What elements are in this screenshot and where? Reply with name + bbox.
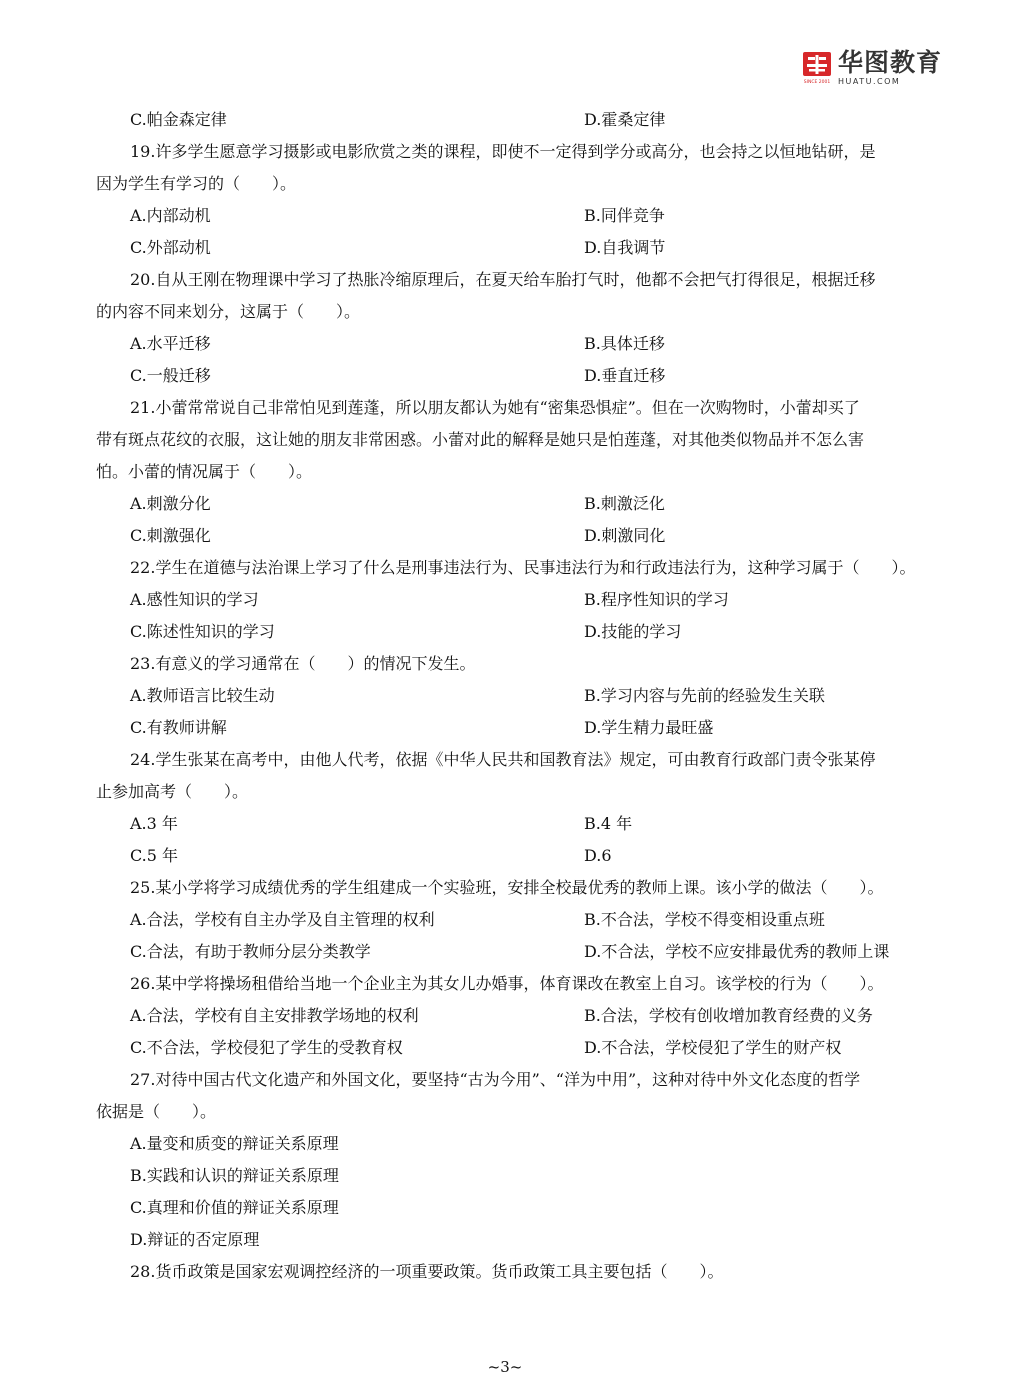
q18-options-cd [96, 104, 946, 136]
q20-options-ab [96, 328, 946, 360]
q27-option-b: B.实践和认识的辩证关系原理 [130, 1166, 339, 1185]
q21-option-c: C.刺激强化 [130, 526, 211, 545]
q24-option-c: C.5 年 [130, 846, 179, 865]
q25-option-a: A.合法，学校有自主办学及自主管理的权利 [130, 910, 435, 929]
huatu-logo-mark-icon [802, 50, 832, 86]
q23-option-b: B.学习内容与先前的经验发生关联 [584, 686, 825, 705]
q26-option-b: B.合法，学校有创收增加教育经费的义务 [584, 1006, 873, 1025]
q19-stem-line2: 因为学生有学习的（ ）。 [96, 174, 297, 193]
q25-stem-line1: 25.某小学将学习成绩优秀的学生组建成一个实验班，安排全校最优秀的教师上课。该小学的做法（ ）。 [130, 878, 884, 897]
q26-options-cd [96, 1032, 946, 1064]
q24-option-d: D.6 [584, 846, 612, 865]
q19-options-ab [96, 200, 946, 232]
q25-options-cd [96, 936, 946, 968]
q24-option-b: B.4 年 [584, 814, 633, 833]
q21-options-ab [96, 488, 946, 520]
q24-option-a: A.3 年 [130, 814, 178, 833]
q21-option-a: A.刺激分化 [130, 494, 211, 513]
q26-option-d: D.不合法，学校侵犯了学生的财产权 [584, 1038, 842, 1057]
page-number: ~3~ [487, 1358, 523, 1376]
q20-option-a: A.水平迁移 [130, 334, 211, 353]
q19-options-cd [96, 232, 946, 264]
q25-option-b: B.不合法，学校不得变相设重点班 [584, 910, 825, 929]
q24-options-ab [96, 808, 946, 840]
logo-english-name: HUATU.COM [838, 77, 901, 86]
q27-option-d: D.辩证的否定原理 [130, 1230, 260, 1249]
q22-options-cd [96, 616, 946, 648]
q19-option-d: D.自我调节 [584, 238, 666, 257]
q22-option-a: A.感性知识的学习 [130, 590, 259, 609]
q20-option-c: C.一般迁移 [130, 366, 211, 385]
q21-option-b: B.刺激泛化 [584, 494, 665, 513]
q22-options-ab [96, 584, 946, 616]
q22-option-c: C.陈述性知识的学习 [130, 622, 275, 641]
q25-option-c: C.合法，有助于教师分层分类教学 [130, 942, 371, 961]
q21-options-cd [96, 520, 946, 552]
q20-option-d: D.垂直迁移 [584, 366, 666, 385]
q19-option-b: B.同伴竞争 [584, 206, 665, 225]
q23-option-c: C.有教师讲解 [130, 718, 227, 737]
q25-option-d: D.不合法，学校不应安排最优秀的教师上课 [584, 942, 890, 961]
q22-option-d: D.技能的学习 [584, 622, 682, 641]
q26-option-a: A.合法，学校有自主安排教学场地的权利 [130, 1006, 419, 1025]
q23-stem-line1: 23.有意义的学习通常在（ ）的情况下发生。 [130, 654, 476, 673]
q22-option-b: B.程序性知识的学习 [584, 590, 729, 609]
q18-option-c: C.帕金森定律 [130, 110, 227, 129]
q26-option-c: C.不合法，学校侵犯了学生的受教育权 [130, 1038, 403, 1057]
q21-stem-line1: 21.小蕾常常说自己非常怕见到莲蓬，所以朋友都认为她有“密集恐惧症”。但在一次购物时，小蕾却买了 [130, 398, 860, 417]
q19-option-a: A.内部动机 [130, 206, 211, 225]
q20-stem-line2: 的内容不同来划分，这属于（ ）。 [96, 302, 361, 321]
q24-options-cd [96, 840, 946, 872]
q20-stem-line1: 20.自从王刚在物理课中学习了热胀冷缩原理后，在夏天给车胎打气时，他都不会把气打得很足，根据迁移 [130, 270, 876, 289]
q18-option-d: D.霍桑定律 [584, 110, 666, 129]
huatu-logo [802, 48, 942, 88]
q25-options-ab [96, 904, 946, 936]
q27-stem-line2: 依据是（ ）。 [96, 1102, 217, 1121]
q27-option-c: C.真理和价值的辩证关系原理 [130, 1198, 339, 1217]
q23-option-d: D.学生精力最旺盛 [584, 718, 714, 737]
q20-options-cd [96, 360, 946, 392]
q21-option-d: D.刺激同化 [584, 526, 666, 545]
q26-options-ab [96, 1000, 946, 1032]
q20-option-b: B.具体迁移 [584, 334, 665, 353]
q19-stem-line1: 19.许多学生愿意学习摄影或电影欣赏之类的课程，即使不一定得到学分或高分，也会持之以恒地钻研，是 [130, 142, 876, 161]
q19-option-c: C.外部动机 [130, 238, 211, 257]
q24-stem-line1: 24.学生张某在高考中，由他人代考，依据《中华人民共和国教育法》规定，可由教育行政部门责令张某停 [130, 750, 876, 769]
logo-since-text: SINCE 2001 [803, 80, 831, 85]
q27-stem-line1: 27.对待中国古代文化遗产和外国文化，要坚持“古为今用”、“洋为中用”，这种对待中外文化态度的哲学 [130, 1070, 861, 1089]
q28-stem-line1: 28.货币政策是国家宏观调控经济的一项重要政策。货币政策工具主要包括（ ）。 [130, 1262, 724, 1281]
q24-stem-line2: 止参加高考（ ）。 [96, 782, 249, 801]
q23-options-ab [96, 680, 946, 712]
q23-options-cd [96, 712, 946, 744]
logo-chinese-name: 华图教育 [838, 48, 943, 77]
q22-stem-line1: 22.学生在道德与法治课上学习了什么是刑事违法行为、民事违法行为和行政违法行为，这种学习属于（ ）。 [130, 558, 916, 577]
q27-option-a: A.量变和质变的辩证关系原理 [130, 1134, 339, 1153]
q26-stem-line1: 26.某中学将操场租借给当地一个企业主为其女儿办婚事，体育课改在教室上自习。该学校的行为（ ）。 [130, 974, 884, 993]
q23-option-a: A.教师语言比较生动 [130, 686, 275, 705]
question-content [96, 104, 946, 1288]
q21-stem-line3: 怕。小蕾的情况属于（ ）。 [96, 462, 313, 481]
q21-stem-line2: 带有斑点花纹的衣服，这让她的朋友非常困惑。小蕾对此的解释是她只是怕莲蓬，对其他类似物品并不怎么害 [96, 430, 865, 449]
